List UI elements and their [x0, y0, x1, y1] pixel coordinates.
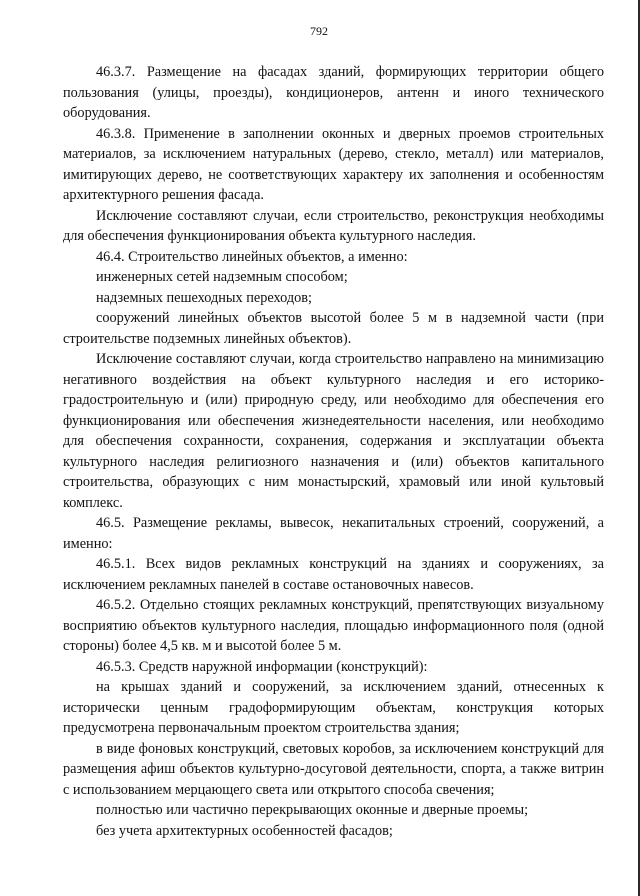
document-body — [63, 62, 604, 841]
list-item-facade-features: без учета архитектурных особенностей фасадов; — [96, 822, 393, 839]
paragraph-46-5-2: 46.5.2. Отдельно стоящих рекламных конструкций, препятствующих визуальному восприятию объектов культурного наследия, площадью информационного поля (одной стороны) более 4,5 кв. м и высотой более 5 м. — [63, 597, 604, 654]
list-item-covering-openings: полностью или частично перекрывающих оконные и дверные проемы; — [96, 802, 529, 818]
paragraph-exception-1: Исключение составляют случаи, если строительство, реконструкция необходимы для обеспечения функционирования объекта культурного наследия. — [63, 207, 604, 244]
paragraph-46-4: 46.4. Строительство линейных объектов, а именно: — [96, 248, 408, 265]
list-item-pedestrian-crossings: надземных пешеходных переходов; — [96, 289, 313, 306]
paragraph-46-5-1: 46.5.1. Всех видов рекламных конструкций на зданиях и сооружениях, за исключением рекламных панелей в составе остановочных навесов. — [63, 556, 604, 593]
paragraph-exception-2: Исключение составляют случаи, когда строительство направлено на минимизацию негативного воздействия на объект культурного наследия и его историко-градостроительную и (или) природную среду, или необходимо для обеспечения его функционирования или обеспечения жизнедеятельности населения, или необходимо для обеспечения сохранности, сохранения, содержания и эксплуатации объекта культурного наследия религиозного назначения и (или) объектов капитального строительства, образующих с ним монастырский, храмовый или иной культовый комплекс. — [63, 351, 604, 511]
paragraph-46-3-7: 46.3.7. Размещение на фасадах зданий, формирующих территории общего пользования (улицы, проезды), кондиционеров, антенн и иного технического оборудования. — [63, 64, 604, 121]
list-item-background-structures: в виде фоновых конструкций, световых коробов, за исключением конструкций для размещения афиш объектов культурно-досуговой деятельности, спорта, а также витрин с использованием мерцающего света или открытого способа свечения; — [63, 740, 604, 798]
page-number: 792 — [310, 24, 328, 38]
list-item-linear-structures: сооружений линейных объектов высотой более 5 м в надземной части (при строительстве подземных линейных объектов). — [63, 310, 604, 347]
paragraph-46-5-3: 46.5.3. Средств наружной информации (конструкций): — [96, 658, 428, 675]
list-item-roofs: на крышах зданий и сооружений, за исключением зданий, отнесенных к исторически ценным градоформирующим объектам, конструкция которых предусмотрена первоначальным проектом строительства здания; — [63, 679, 604, 736]
list-item-engineering-networks: инженерных сетей надземным способом; — [96, 269, 348, 285]
paragraph-46-5: 46.5. Размещение рекламы, вывесок, некапитальных строений, сооружений, а именно: — [63, 515, 604, 552]
paragraph-46-3-8: 46.3.8. Применение в заполнении оконных и дверных проемов строительных материалов, за исключением натуральных (дерево, стекло, металл) или материалов, имитирующих дерево, не соответствующих характеру их заполнения и особенностям архитектурного решения фасада. — [63, 125, 604, 203]
